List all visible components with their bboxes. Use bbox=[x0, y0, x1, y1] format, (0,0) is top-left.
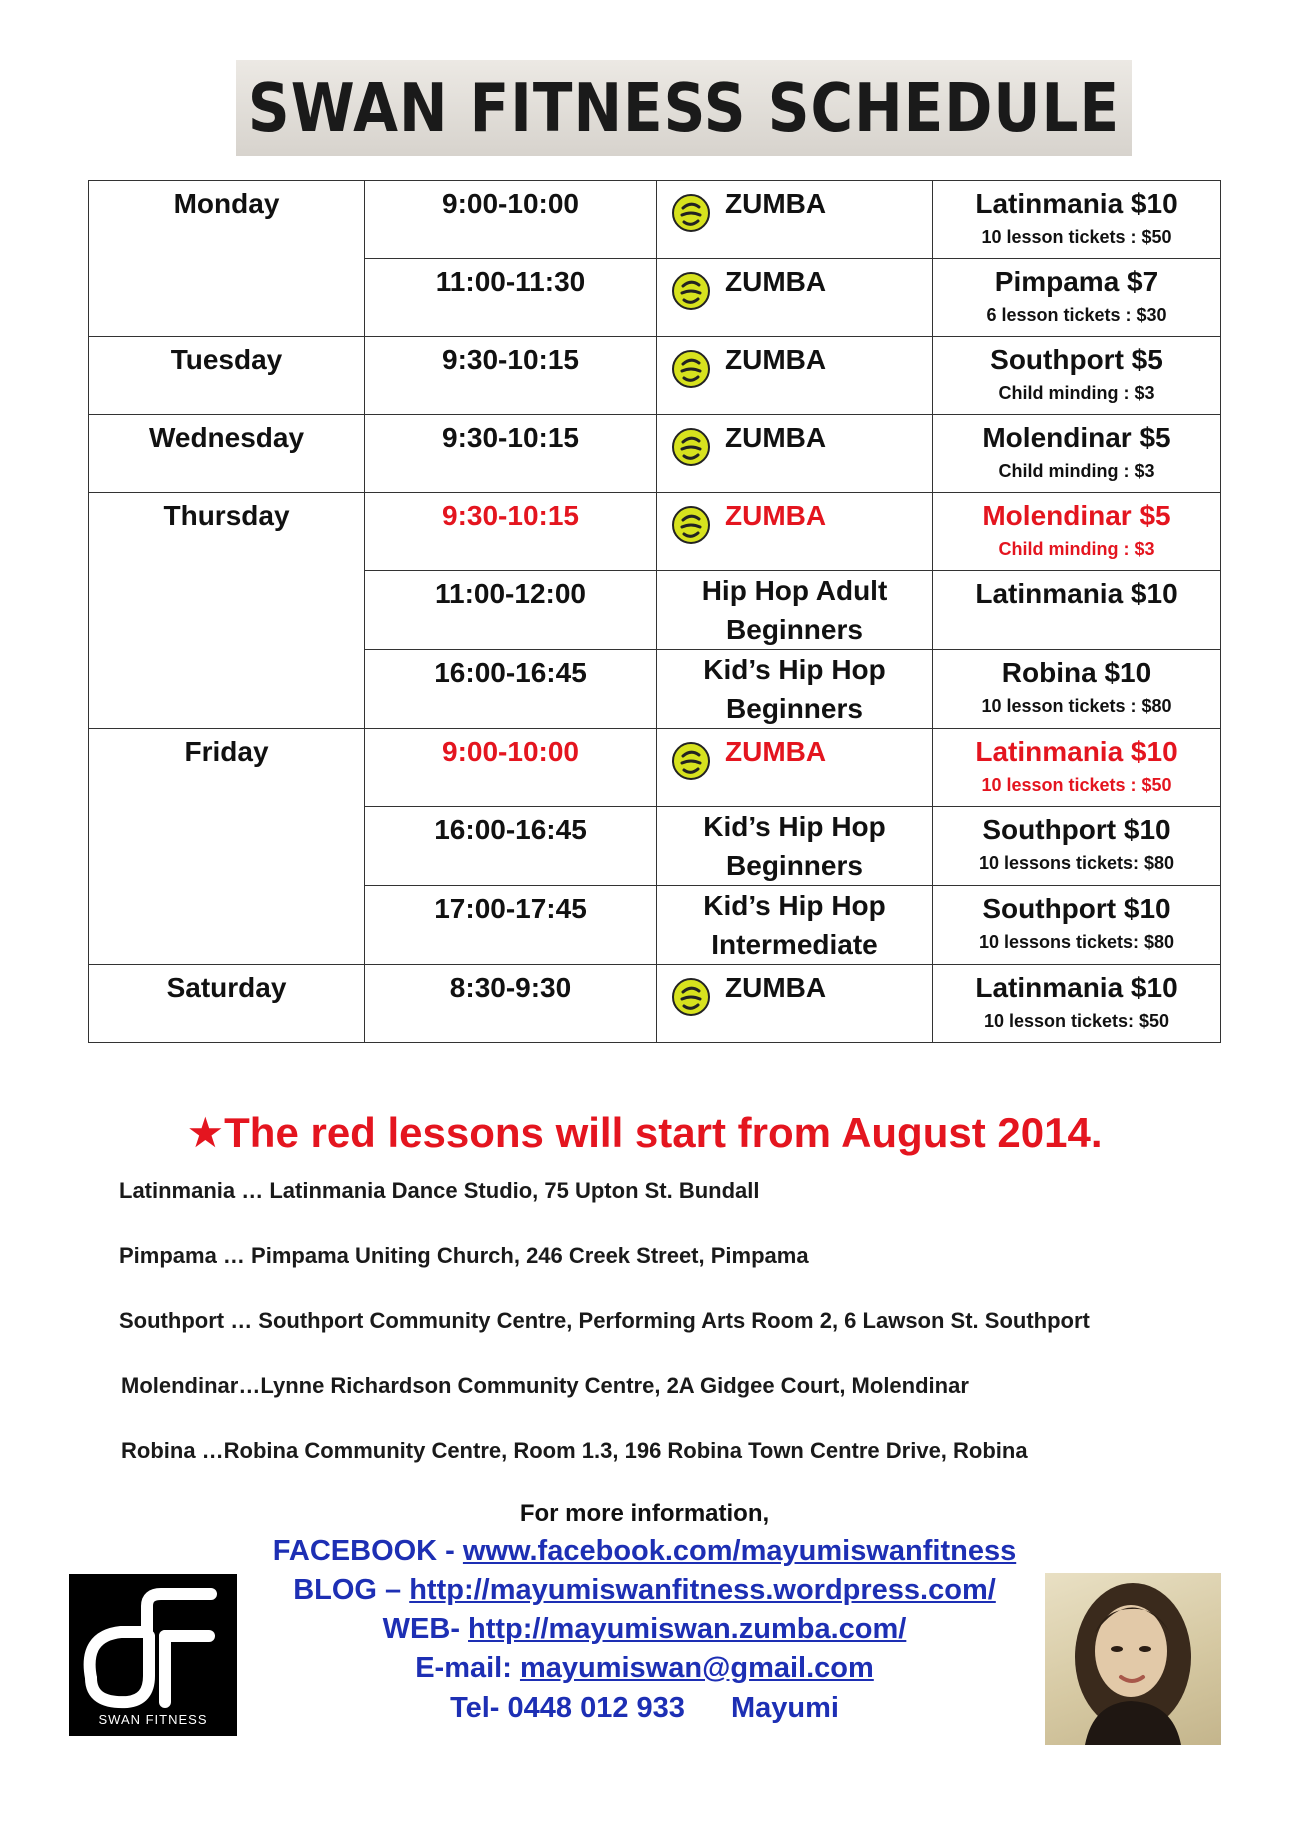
portrait-image bbox=[1045, 1573, 1221, 1745]
location-cell bbox=[933, 259, 1221, 337]
location-label: Molendinar $5 bbox=[982, 500, 1171, 531]
time-label: 9:30-10:15 bbox=[442, 500, 579, 531]
class-label: ZUMBA bbox=[725, 972, 827, 1003]
class-label: ZUMBA bbox=[725, 422, 827, 453]
more-info-heading: For more information, bbox=[519, 1500, 770, 1527]
day-label: Monday bbox=[173, 188, 280, 219]
start-date-notice: ★The red lessons will start from August 2014. bbox=[186, 1109, 1103, 1156]
zumba-icon bbox=[671, 427, 711, 467]
zumba-icon bbox=[671, 977, 711, 1017]
class-cell bbox=[657, 415, 933, 493]
time-cell bbox=[365, 650, 657, 729]
time-label: 16:00-16:45 bbox=[434, 814, 587, 845]
time-label: 9:30-10:15 bbox=[442, 422, 579, 453]
title-banner bbox=[236, 60, 1132, 156]
time-cell bbox=[365, 807, 657, 886]
price-note: Child minding : $3 bbox=[998, 539, 1155, 559]
web-label: WEB- bbox=[382, 1613, 469, 1645]
zumba-icon bbox=[671, 271, 711, 311]
time-label: 11:00-12:00 bbox=[434, 578, 586, 609]
location-label: Southport $5 bbox=[990, 344, 1163, 375]
location-cell bbox=[933, 729, 1221, 807]
class-cell bbox=[657, 493, 933, 571]
venue-pimpama: Pimpama … Pimpama Uniting Church, 246 Creek Street, Pimpama bbox=[119, 1243, 809, 1268]
price-note: 10 lesson tickets : $50 bbox=[981, 227, 1172, 247]
venue-molendinar: Molendinar…Lynne Richardson Community Centre, 2A Gidgee Court, Molendinar bbox=[121, 1373, 969, 1398]
zumba-icon bbox=[671, 505, 711, 545]
venue-robina: Robina …Robina Community Centre, Room 1.3, 196 Robina Town Centre Drive, Robina bbox=[121, 1438, 1028, 1463]
contact-name: Mayumi bbox=[730, 1692, 839, 1724]
price-note: 10 lesson tickets : $80 bbox=[981, 696, 1172, 716]
table-row bbox=[89, 181, 1221, 259]
class-label: ZUMBA bbox=[725, 736, 827, 767]
price-note: 10 lesson tickets: $50 bbox=[983, 1011, 1170, 1031]
location-label: Latinmania $10 bbox=[975, 578, 1178, 609]
day-cell bbox=[89, 729, 365, 965]
class-label: ZUMBA bbox=[725, 344, 827, 375]
location-cell bbox=[933, 493, 1221, 571]
day-label: Friday bbox=[184, 736, 269, 767]
time-cell bbox=[365, 886, 657, 965]
email-link[interactable]: mayumiswan@gmail.com bbox=[519, 1652, 874, 1684]
day-label: Saturday bbox=[166, 972, 287, 1003]
class-cell bbox=[657, 337, 933, 415]
page-title: SWAN FITNESS SCHEDULE bbox=[247, 68, 1121, 148]
location-cell bbox=[933, 886, 1221, 965]
location-label: Latinmania $10 bbox=[975, 736, 1178, 767]
location-label: Robina $10 bbox=[1001, 657, 1152, 688]
class-cell bbox=[657, 729, 933, 807]
class-label-line2: Beginners bbox=[726, 693, 863, 724]
profile-photo bbox=[1045, 1573, 1221, 1745]
zumba-icon bbox=[671, 741, 711, 781]
time-label: 9:00-10:00 bbox=[442, 736, 579, 767]
day-label: Tuesday bbox=[170, 344, 283, 375]
time-label: 9:30-10:15 bbox=[442, 344, 579, 375]
location-cell bbox=[933, 965, 1221, 1043]
price-note: Child minding : $3 bbox=[998, 383, 1155, 403]
time-cell bbox=[365, 337, 657, 415]
location-label: Molendinar $5 bbox=[982, 422, 1171, 453]
time-cell bbox=[365, 571, 657, 650]
price-note: 10 lesson tickets : $50 bbox=[981, 775, 1172, 795]
blog-label: BLOG – bbox=[293, 1574, 410, 1606]
schedule-table bbox=[88, 180, 1221, 1043]
phone-number: Tel- 0448 012 933 bbox=[450, 1692, 685, 1724]
time-label: 11:00-11:30 bbox=[435, 266, 586, 297]
class-label-line1: Kid’s Hip Hop bbox=[703, 654, 886, 685]
facebook-line bbox=[0, 1535, 1289, 1568]
class-label-line1: Kid’s Hip Hop bbox=[703, 811, 886, 842]
location-label: Latinmania $10 bbox=[975, 972, 1178, 1003]
price-note: Child minding : $3 bbox=[998, 461, 1155, 481]
location-label: Southport $10 bbox=[982, 814, 1171, 845]
time-cell bbox=[365, 259, 657, 337]
zumba-icon bbox=[671, 349, 711, 389]
class-label: ZUMBA bbox=[725, 188, 827, 219]
location-label: Latinmania $10 bbox=[975, 188, 1178, 219]
class-cell bbox=[657, 571, 933, 650]
class-label-line1: Kid’s Hip Hop bbox=[703, 890, 886, 921]
web-link[interactable]: http://mayumiswan.zumba.com/ bbox=[468, 1613, 907, 1645]
class-label-line2: Beginners bbox=[726, 850, 863, 881]
day-label: Thursday bbox=[163, 500, 290, 531]
email-label: E-mail: bbox=[415, 1652, 520, 1684]
table-row bbox=[89, 337, 1221, 415]
class-label-line2: Beginners bbox=[726, 614, 863, 645]
day-cell bbox=[89, 337, 365, 415]
location-cell bbox=[933, 571, 1221, 650]
day-label: Wednesday bbox=[148, 422, 305, 453]
blog-link[interactable]: http://mayumiswanfitness.wordpress.com/ bbox=[409, 1574, 996, 1606]
class-cell bbox=[657, 650, 933, 729]
class-cell bbox=[657, 259, 933, 337]
location-cell bbox=[933, 337, 1221, 415]
venue-southport: Southport … Southport Community Centre, Performing Arts Room 2, 6 Lawson St. Southport bbox=[119, 1308, 1090, 1333]
table-row bbox=[89, 729, 1221, 807]
location-cell bbox=[933, 181, 1221, 259]
location-cell bbox=[933, 415, 1221, 493]
time-cell bbox=[365, 415, 657, 493]
zumba-icon bbox=[671, 193, 711, 233]
class-label-line1: Hip Hop Adult bbox=[701, 575, 888, 606]
time-cell bbox=[365, 965, 657, 1043]
time-label: 16:00-16:45 bbox=[434, 657, 587, 688]
time-cell bbox=[365, 493, 657, 571]
class-cell bbox=[657, 807, 933, 886]
table-row bbox=[89, 965, 1221, 1043]
class-label: ZUMBA bbox=[725, 500, 827, 531]
day-cell bbox=[89, 965, 365, 1043]
class-label-line2: Intermediate bbox=[711, 929, 878, 960]
time-label: 17:00-17:45 bbox=[434, 893, 587, 924]
class-cell bbox=[657, 886, 933, 965]
time-label: 9:00-10:00 bbox=[442, 188, 579, 219]
table-row bbox=[89, 415, 1221, 493]
day-cell bbox=[89, 415, 365, 493]
table-row bbox=[89, 493, 1221, 571]
logo-text: SWAN FITNESS bbox=[98, 1712, 208, 1727]
class-cell bbox=[657, 181, 933, 259]
class-cell bbox=[657, 965, 933, 1043]
time-cell bbox=[365, 181, 657, 259]
swan-fitness-logo bbox=[69, 1574, 237, 1736]
day-cell bbox=[89, 493, 365, 729]
price-note: 10 lessons tickets: $80 bbox=[978, 932, 1175, 952]
venue-latinmania: Latinmania … Latinmania Dance Studio, 75 Upton St. Bundall bbox=[119, 1178, 760, 1203]
day-cell bbox=[89, 181, 365, 337]
class-label: ZUMBA bbox=[725, 266, 827, 297]
facebook-link[interactable]: www.facebook.com/mayumiswanfitness bbox=[462, 1535, 1017, 1567]
location-label: Pimpama $7 bbox=[994, 266, 1159, 297]
location-cell bbox=[933, 650, 1221, 729]
price-note: 6 lesson tickets : $30 bbox=[986, 305, 1167, 325]
location-label: Southport $10 bbox=[982, 893, 1171, 924]
location-cell bbox=[933, 807, 1221, 886]
facebook-label: FACEBOOK - bbox=[272, 1535, 463, 1567]
time-cell bbox=[365, 729, 657, 807]
time-label: 8:30-9:30 bbox=[449, 972, 572, 1003]
price-note: 10 lessons tickets: $80 bbox=[978, 853, 1175, 873]
